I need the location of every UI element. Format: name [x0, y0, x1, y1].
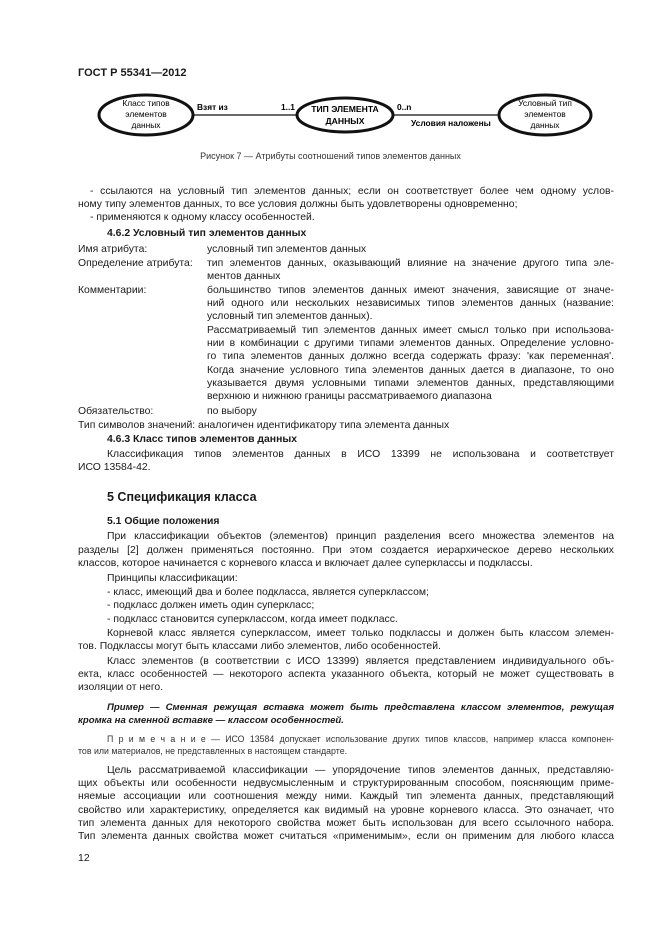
- comment-line: нии в комбинации с другими типами элементов данных. Определение условно-: [207, 338, 614, 349]
- comment-line: условный тип элементов данных).: [207, 311, 373, 322]
- paragraph-line: свойство или характеристику, определяется как видимый на уровне корневого класса. Это означает, что: [78, 805, 614, 816]
- principle-item: - подкласс становится суперклассом, когда имеет подкласс.: [107, 614, 398, 625]
- right-entity-line-3: данных: [530, 120, 560, 130]
- attr-name-label: Имя атрибута:: [78, 244, 148, 255]
- paragraph-line: Корневой класс является суперклассом, имеет только подклассы и должен быть классом элемен-: [107, 628, 614, 639]
- paragraph-line: ИСО 13584-42.: [78, 462, 151, 473]
- comment-line: го типа элементов данных должно всегда содержать фразу: 'как переменная'.: [207, 351, 614, 362]
- paragraph-line: екта, класс особенностей — некоторого аспекта указанного объекта, который не может существовать в: [78, 669, 614, 680]
- left-entity-line-2: элементов: [125, 109, 167, 119]
- right-entity-line-1: Условный тип: [518, 98, 572, 108]
- paragraph-line: Классификация типов элементов данных в ИСО 13399 не использована и соответствует: [107, 449, 614, 460]
- bullet-line: - применяются к одному классу особенностей.: [90, 212, 315, 223]
- principles-title: Принципы классификации:: [107, 573, 238, 584]
- paragraph-line: Класс элементов (в соответствии с ИСО 13399) является представлением индивидуального объ-: [107, 656, 614, 667]
- center-entity-line-1: ТИП ЭЛЕМЕНТА: [311, 104, 379, 114]
- paragraph-line: классов, которое начинается с корневого класса и включает далее суперклассы и подклассы.: [78, 558, 533, 569]
- principle-item: - класс, имеющий два и более подкласса, является суперклассом;: [107, 587, 429, 598]
- example-line: Пример — Сменная режущая вставка может быть представлена классом элементов, режущая: [107, 702, 614, 713]
- section-heading-5-1: 5.1 Общие положения: [107, 516, 220, 527]
- paragraph-line: разделы [2] должен применяться постоянно. При этом создается иерархическое дерево нескольких: [78, 545, 614, 556]
- section-heading-5: 5 Спецификация класса: [107, 490, 257, 504]
- right-role-label: Условия наложены: [411, 118, 491, 128]
- note-line: тов или материалов, не представленных в настоящем стандарте.: [78, 746, 348, 756]
- figure-caption: Рисунок 7 — Атрибуты соотношений типов элементов данных: [200, 151, 461, 161]
- example-line: кромка на сменной вставке — классом особенностей.: [78, 715, 344, 726]
- page-number: 12: [78, 852, 90, 864]
- paragraph-line: няемые ассоциации или соотношения между ними. Каждый тип элемента данных, представляющий: [78, 791, 614, 802]
- right-cardinality: 0..n: [397, 102, 412, 112]
- left-role-label: Взят из: [197, 102, 228, 112]
- comment-line: указывается двумя условными типами элементов данных, представляющими: [207, 378, 614, 389]
- section-heading-4-6-3: 4.6.3 Класс типов элементов данных: [107, 434, 298, 445]
- value-symbol-type: Тип символов значений: аналогичен идентификатору типа элемента данных: [78, 420, 450, 431]
- section-heading-4-6-2: 4.6.2 Условный тип элементов данных: [107, 228, 307, 239]
- paragraph-line: тип элемента данных для некоторого свойства может быть использован для всего ссылочного набора.: [78, 818, 614, 829]
- comment-line: большинство типов элементов данных имеют значения, зависящие от значе-: [207, 285, 614, 296]
- figure-7-diagram: [0, 86, 661, 142]
- paragraph-line: При классификации объектов (элементов) принцип разделения всего множества элементов на: [107, 531, 614, 542]
- paragraph-line: щих объекты или особенности недвусмысленным и структурированным способом, поясняющим приме-: [78, 778, 614, 789]
- left-entity-ellipse: [99, 95, 193, 135]
- left-cardinality: 1..1: [281, 102, 295, 112]
- right-entity-line-2: элементов: [524, 109, 566, 119]
- attr-definition-line: ментов данных: [207, 271, 281, 282]
- right-entity-ellipse: [499, 95, 591, 135]
- center-entity-line-2: ДАННЫХ: [325, 116, 365, 126]
- bullet-line: ному типу элементов данных, то все условия должны быть удовлетворены одновременно;: [78, 199, 518, 210]
- comment-line: Рассматриваемый тип элементов данных имеет смысл только при использова-: [207, 325, 614, 336]
- obligation-value: по выбору: [207, 406, 257, 417]
- paragraph-line: Тип элемента данных свойства может считаться «применимым», если он применим для любого класса: [78, 831, 614, 842]
- paragraph-line: тов. Подклассы могут быть классами либо элементов, либо особенностей.: [78, 641, 441, 652]
- left-entity-line-1: Класс типов: [122, 98, 170, 108]
- obligation-label: Обязательство:: [78, 406, 154, 417]
- comment-line: ний одного или нескольких независимых типов элементов данных (название:: [207, 298, 614, 309]
- comments-label: Комментарии:: [78, 285, 147, 296]
- principle-item: - подкласс должен иметь один суперкласс;: [107, 600, 315, 611]
- left-entity-line-3: данных: [131, 120, 161, 130]
- paragraph-line: Цель рассматриваемой классификации — упорядочение типов элементов данных, представляю-: [107, 765, 614, 776]
- attr-definition-label: Определение атрибута:: [78, 258, 193, 269]
- center-entity-ellipse: [297, 98, 393, 132]
- comment-line: Когда значение условного типа элементов данных дается в диапазоне, то оно: [207, 365, 614, 376]
- paragraph-line: изоляции от него.: [78, 682, 164, 693]
- bullet-line: - ссылаются на условный тип элементов данных; если он соответствует более чем одному услов-: [90, 186, 614, 197]
- attr-name-value: условный тип элементов данных: [207, 244, 367, 255]
- comment-line: верхнюю и нижнюю границы рассматриваемого диапазона: [207, 391, 492, 402]
- note-line: П р и м е ч а н и е — ИСО 13584 допускает использование других типов классов, например класса компонен-: [107, 734, 614, 744]
- attr-definition-line: тип элементов данных, оказывающий влияние на значение другого типа эле-: [207, 258, 614, 269]
- document-code: ГОСТ Р 55341—2012: [78, 67, 187, 79]
